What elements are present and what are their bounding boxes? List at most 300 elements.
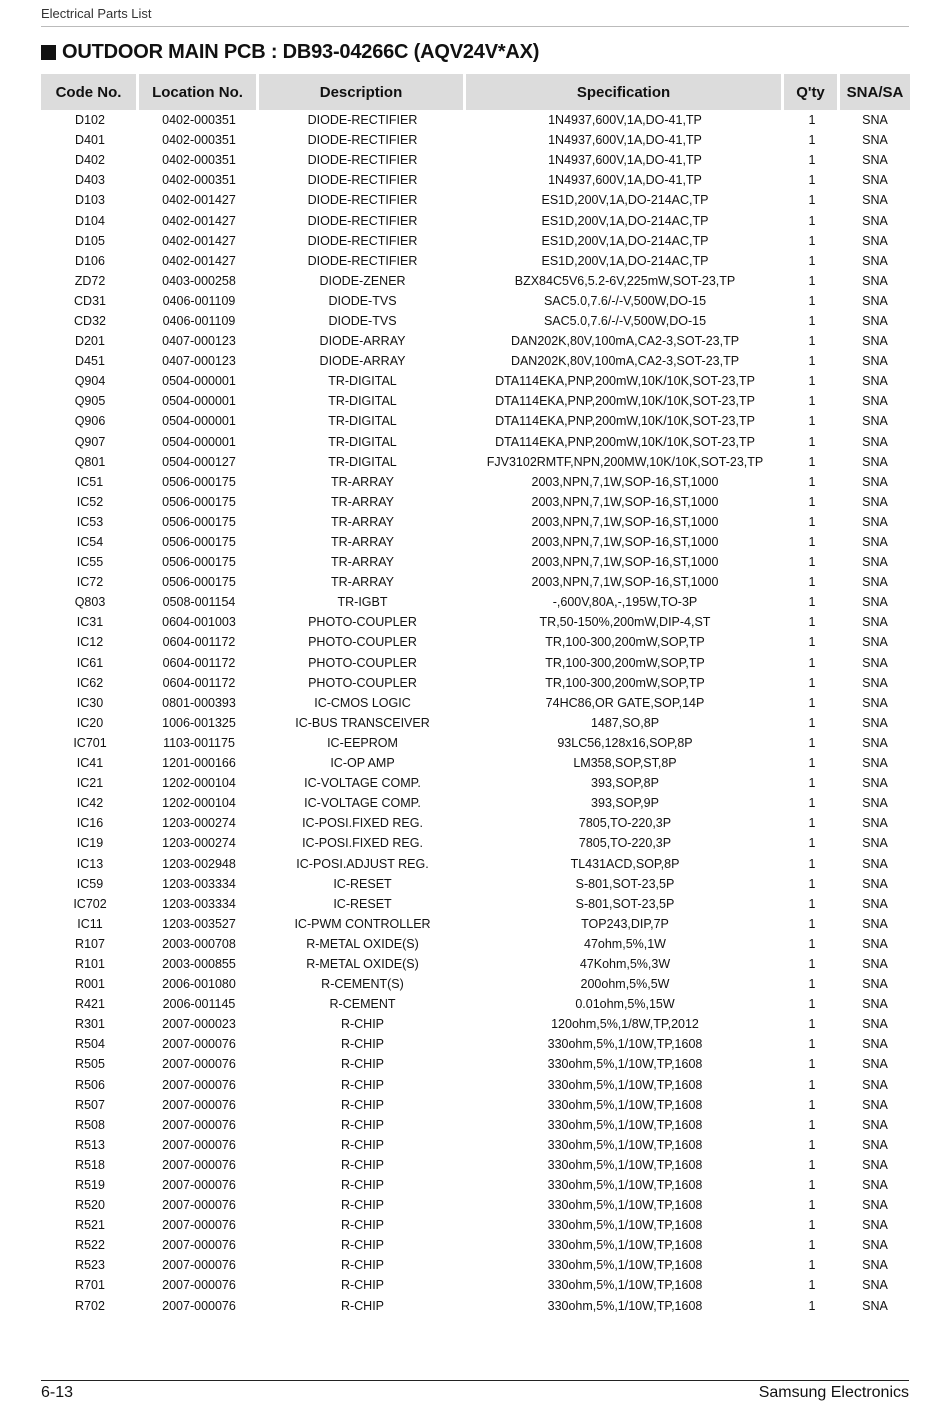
table-row — [41, 110, 910, 130]
table-row — [41, 331, 910, 351]
code-no-cell: IC59 — [76, 876, 104, 891]
code-no-cell: R506 — [75, 1077, 105, 1092]
location-no-cell: 0506-000175 — [162, 555, 236, 570]
description-cell: DIODE-RECTIFIER — [307, 113, 418, 128]
code-no-cell: IC72 — [76, 575, 104, 590]
table-row — [41, 1034, 910, 1054]
table-row — [41, 954, 910, 974]
code-no-cell: R522 — [75, 1238, 105, 1253]
sna-sa-cell: SNA — [862, 474, 888, 489]
table-row — [41, 552, 910, 572]
quantity-cell: 1 — [808, 394, 816, 409]
description-cell: IC-OP AMP — [330, 756, 395, 771]
sna-sa-cell: SNA — [862, 535, 888, 550]
quantity-cell: 1 — [808, 1218, 816, 1233]
table-row — [41, 1195, 910, 1215]
quantity-cell: 1 — [808, 816, 816, 831]
quantity-cell: 1 — [808, 555, 816, 570]
quantity-cell: 1 — [808, 133, 816, 148]
code-no-cell: R702 — [75, 1298, 105, 1313]
quantity-cell: 1 — [808, 1178, 816, 1193]
quantity-cell: 1 — [808, 273, 816, 288]
description-cell: IC-VOLTAGE COMP. — [304, 776, 421, 791]
quantity-cell: 1 — [808, 956, 816, 971]
quantity-cell: 1 — [808, 233, 816, 248]
table-row — [41, 512, 910, 532]
code-no-cell: R520 — [75, 1198, 105, 1213]
description-cell: R-CEMENT(S) — [321, 977, 404, 992]
location-no-cell: 2007-000076 — [162, 1137, 236, 1152]
table-row — [41, 311, 910, 331]
location-no-cell: 0604-001172 — [162, 635, 236, 650]
description-cell: DIODE-RECTIFIER — [307, 193, 418, 208]
specification-cell: 1N4937,600V,1A,DO-41,TP — [548, 173, 702, 188]
code-no-cell: IC11 — [77, 916, 103, 931]
quantity-cell: 1 — [808, 615, 816, 630]
location-no-cell: 0402-000351 — [162, 113, 236, 128]
specification-cell: 47Kohm,5%,3W — [579, 956, 671, 971]
location-no-cell: 2007-000023 — [162, 1017, 236, 1032]
location-no-cell: 1203-002948 — [162, 856, 236, 871]
quantity-cell: 1 — [808, 213, 816, 228]
table-row — [41, 432, 910, 452]
table-row — [41, 612, 910, 632]
code-no-cell: R523 — [75, 1258, 105, 1273]
table-row — [41, 351, 910, 371]
quantity-cell: 1 — [808, 655, 816, 670]
location-no-cell: 0801-000393 — [162, 695, 236, 710]
location-no-cell: 0506-000175 — [162, 575, 236, 590]
location-no-cell: 1103-001175 — [163, 735, 235, 750]
location-no-cell: 0604-001172 — [162, 655, 236, 670]
table-row — [41, 371, 910, 391]
quantity-cell: 1 — [808, 153, 816, 168]
sna-sa-cell: SNA — [862, 153, 888, 168]
quantity-cell: 1 — [808, 695, 816, 710]
location-no-cell: 0506-000175 — [162, 514, 236, 529]
location-no-cell: 1006-001325 — [162, 715, 236, 730]
description-cell: R-CHIP — [340, 1218, 385, 1233]
table-row — [41, 934, 910, 954]
specification-cell: 1N4937,600V,1A,DO-41,TP — [548, 153, 702, 168]
quantity-cell: 1 — [808, 354, 816, 369]
description-cell: DIODE-RECTIFIER — [307, 133, 418, 148]
location-no-cell: 0504-000001 — [162, 374, 236, 389]
sna-sa-cell: SNA — [862, 1218, 888, 1233]
table-row — [41, 1296, 910, 1316]
location-no-cell: 2003-000855 — [162, 956, 236, 971]
description-cell: IC-RESET — [333, 876, 392, 891]
description-cell: R-CEMENT — [329, 997, 396, 1012]
code-no-cell: R518 — [75, 1157, 105, 1172]
location-no-cell: 2007-000076 — [162, 1198, 236, 1213]
footer-divider — [41, 1380, 909, 1381]
location-no-cell: 2003-000708 — [162, 936, 236, 951]
specification-cell: DTA114EKA,PNP,200mW,10K/10K,SOT-23,TP — [495, 414, 755, 429]
column-header: Code No. — [41, 74, 139, 110]
quantity-cell: 1 — [808, 1097, 816, 1112]
table-row — [41, 190, 910, 210]
sna-sa-cell: SNA — [862, 1017, 888, 1032]
description-cell: TR-ARRAY — [331, 535, 394, 550]
description-cell: R-METAL OXIDE(S) — [306, 956, 419, 971]
code-no-cell: R521 — [75, 1218, 105, 1233]
column-header: Specification — [466, 74, 784, 110]
quantity-cell: 1 — [808, 414, 816, 429]
code-no-cell: Q907 — [74, 434, 106, 449]
quantity-cell: 1 — [808, 494, 816, 509]
description-cell: PHOTO-COUPLER — [308, 675, 417, 690]
code-no-cell: R701 — [75, 1278, 105, 1293]
specification-cell: 7805,TO-220,3P — [578, 816, 672, 831]
sna-sa-cell: SNA — [862, 997, 888, 1012]
specification-cell: 330ohm,5%,1/10W,TP,1608 — [547, 1117, 703, 1132]
quantity-cell: 1 — [808, 575, 816, 590]
quantity-cell: 1 — [808, 1298, 816, 1313]
running-header: Electrical Parts List — [41, 6, 152, 21]
location-no-cell: 0604-001172 — [162, 675, 236, 690]
quantity-cell: 1 — [808, 1278, 816, 1293]
sna-sa-cell: SNA — [862, 173, 888, 188]
table-row — [41, 994, 910, 1014]
table-row — [41, 793, 910, 813]
code-no-cell: D106 — [75, 253, 105, 268]
location-no-cell: 2007-000076 — [162, 1298, 236, 1313]
code-no-cell: D403 — [75, 173, 105, 188]
code-no-cell: D105 — [75, 233, 105, 248]
table-row — [41, 452, 910, 472]
description-cell: TR-IGBT — [337, 595, 388, 610]
description-cell: R-METAL OXIDE(S) — [306, 936, 419, 951]
table-row — [41, 693, 910, 713]
specification-cell: 2003,NPN,7,1W,SOP-16,ST,1000 — [531, 514, 719, 529]
sna-sa-cell: SNA — [862, 233, 888, 248]
code-no-cell: R421 — [75, 997, 105, 1012]
quantity-cell: 1 — [808, 776, 816, 791]
location-no-cell: 1203-003334 — [162, 896, 236, 911]
quantity-cell: 1 — [808, 595, 816, 610]
code-no-cell: D103 — [75, 193, 105, 208]
description-cell: IC-BUS TRANSCEIVER — [295, 715, 430, 730]
sna-sa-cell: SNA — [862, 133, 888, 148]
description-cell: R-CHIP — [340, 1238, 385, 1253]
sna-sa-cell: SNA — [862, 1157, 888, 1172]
sna-sa-cell: SNA — [862, 715, 888, 730]
location-no-cell: 0402-000351 — [162, 153, 236, 168]
quantity-cell: 1 — [808, 896, 816, 911]
sna-sa-cell: SNA — [862, 193, 888, 208]
table-row — [41, 1255, 910, 1275]
quantity-cell: 1 — [808, 454, 816, 469]
specification-cell: 74HC86,OR GATE,SOP,14P — [545, 695, 705, 710]
specification-cell: 330ohm,5%,1/10W,TP,1608 — [547, 1278, 703, 1293]
quantity-cell: 1 — [808, 936, 816, 951]
table-row — [41, 251, 910, 271]
quantity-cell: 1 — [808, 1017, 816, 1032]
location-no-cell: 2007-000076 — [162, 1117, 236, 1132]
table-row — [41, 1235, 910, 1255]
quantity-cell: 1 — [808, 796, 816, 811]
table-row — [41, 1215, 910, 1235]
specification-cell: 330ohm,5%,1/10W,TP,1608 — [547, 1137, 703, 1152]
description-cell: DIODE-RECTIFIER — [307, 173, 418, 188]
specification-cell: LM358,SOP,ST,8P — [573, 756, 677, 771]
description-cell: TR-ARRAY — [331, 555, 394, 570]
specification-cell: 330ohm,5%,1/10W,TP,1608 — [547, 1157, 703, 1172]
sna-sa-cell: SNA — [862, 293, 888, 308]
sna-sa-cell: SNA — [862, 374, 888, 389]
table-row — [41, 572, 910, 592]
description-cell: R-CHIP — [340, 1198, 385, 1213]
location-no-cell: 0506-000175 — [162, 535, 236, 550]
sna-sa-cell: SNA — [862, 956, 888, 971]
column-header: Description — [259, 74, 466, 110]
specification-cell: SAC5.0,7.6/-/-V,500W,DO-15 — [543, 293, 707, 308]
description-cell: TR-ARRAY — [331, 575, 394, 590]
specification-cell: 7805,TO-220,3P — [578, 836, 672, 851]
sna-sa-cell: SNA — [862, 796, 888, 811]
quantity-cell: 1 — [808, 193, 816, 208]
sna-sa-cell: SNA — [862, 977, 888, 992]
description-cell: R-CHIP — [340, 1117, 385, 1132]
specification-cell: 393,SOP,8P — [591, 776, 659, 791]
location-no-cell: 0402-001427 — [162, 213, 236, 228]
code-no-cell: R513 — [75, 1137, 105, 1152]
location-no-cell: 2007-000076 — [162, 1238, 236, 1253]
location-no-cell: 2007-000076 — [162, 1218, 236, 1233]
description-cell: DIODE-TVS — [328, 313, 397, 328]
specification-cell: 393,SOP,9P — [591, 796, 659, 811]
table-row — [41, 130, 910, 150]
table-row — [41, 231, 910, 251]
location-no-cell: 0407-000123 — [162, 354, 236, 369]
table-row — [41, 632, 910, 652]
column-header: Q'ty — [784, 74, 840, 110]
sna-sa-cell: SNA — [862, 876, 888, 891]
location-no-cell: 1202-000104 — [162, 776, 236, 791]
specification-cell: TR,100-300,200mW,SOP,TP — [545, 635, 705, 650]
sna-sa-cell: SNA — [862, 313, 888, 328]
quantity-cell: 1 — [808, 1137, 816, 1152]
location-no-cell: 0402-000351 — [162, 173, 236, 188]
specification-cell: FJV3102RMTF,NPN,200MW,10K/10K,SOT-23,TP — [486, 454, 764, 469]
description-cell: R-CHIP — [340, 1278, 385, 1293]
sna-sa-cell: SNA — [862, 394, 888, 409]
location-no-cell: 0407-000123 — [162, 334, 236, 349]
specification-cell: 1487,SO,8P — [590, 715, 660, 730]
sna-sa-cell: SNA — [862, 695, 888, 710]
quantity-cell: 1 — [808, 374, 816, 389]
description-cell: IC-CMOS LOGIC — [314, 695, 411, 710]
code-no-cell: IC62 — [76, 675, 104, 690]
sna-sa-cell: SNA — [862, 213, 888, 228]
table-row — [41, 1054, 910, 1074]
sna-sa-cell: SNA — [862, 1238, 888, 1253]
specification-cell: 120ohm,5%,1/8W,TP,2012 — [551, 1017, 699, 1032]
location-no-cell: 0402-001427 — [162, 233, 236, 248]
specification-cell: ES1D,200V,1A,DO-214AC,TP — [541, 193, 709, 208]
quantity-cell: 1 — [808, 1037, 816, 1052]
specification-cell: 200ohm,5%,5W — [580, 977, 670, 992]
parts-table — [41, 74, 910, 1316]
location-no-cell: 2007-000076 — [162, 1057, 236, 1072]
specification-cell: BZX84C5V6,5.2-6V,225mW,SOT-23,TP — [514, 273, 736, 288]
sna-sa-cell: SNA — [862, 1258, 888, 1273]
table-row — [41, 170, 910, 190]
location-no-cell: 2006-001145 — [162, 997, 236, 1012]
code-no-cell: IC61 — [76, 655, 104, 670]
location-no-cell: 0504-000127 — [162, 454, 236, 469]
quantity-cell: 1 — [808, 876, 816, 891]
parts-table-body — [41, 110, 910, 1316]
code-no-cell: R505 — [75, 1057, 105, 1072]
sna-sa-cell: SNA — [862, 434, 888, 449]
code-no-cell: Q904 — [74, 374, 106, 389]
location-no-cell: 0504-000001 — [162, 414, 236, 429]
description-cell: TR-DIGITAL — [328, 374, 397, 389]
specification-cell: 2003,NPN,7,1W,SOP-16,ST,1000 — [531, 535, 719, 550]
table-row — [41, 291, 910, 311]
code-no-cell: IC16 — [76, 816, 104, 831]
code-no-cell: D402 — [75, 153, 105, 168]
description-cell: R-CHIP — [340, 1057, 385, 1072]
specification-cell: S-801,SOT-23,5P — [575, 896, 675, 911]
description-cell: DIODE-ZENER — [319, 273, 406, 288]
location-no-cell: 2007-000076 — [162, 1097, 236, 1112]
sna-sa-cell: SNA — [862, 816, 888, 831]
specification-cell: DAN202K,80V,100mA,CA2-3,SOT-23,TP — [510, 354, 740, 369]
sna-sa-cell: SNA — [862, 635, 888, 650]
table-row — [41, 492, 910, 512]
description-cell: R-CHIP — [340, 1258, 385, 1273]
description-cell: IC-POSI.ADJUST REG. — [296, 856, 429, 871]
quantity-cell: 1 — [808, 173, 816, 188]
code-no-cell: IC20 — [76, 715, 104, 730]
description-cell: DIODE-RECTIFIER — [307, 253, 418, 268]
specification-cell: 330ohm,5%,1/10W,TP,1608 — [547, 1218, 703, 1233]
table-row — [41, 874, 910, 894]
code-no-cell: R107 — [75, 936, 105, 951]
table-row — [41, 894, 910, 914]
sna-sa-cell: SNA — [862, 1198, 888, 1213]
sna-sa-cell: SNA — [862, 1117, 888, 1132]
specification-cell: 93LC56,128x16,SOP,8P — [557, 735, 693, 750]
code-no-cell: R507 — [75, 1097, 105, 1112]
sna-sa-cell: SNA — [862, 756, 888, 771]
location-no-cell: 0506-000175 — [162, 494, 236, 509]
sna-sa-cell: SNA — [862, 735, 888, 750]
specification-cell: TR,100-300,200mW,SOP,TP — [545, 675, 705, 690]
sna-sa-cell: SNA — [862, 253, 888, 268]
location-no-cell: 1201-000166 — [162, 756, 236, 771]
description-cell: R-CHIP — [340, 1298, 385, 1313]
specification-cell: 47ohm,5%,1W — [584, 936, 666, 951]
code-no-cell: Q905 — [74, 394, 106, 409]
specification-cell: 330ohm,5%,1/10W,TP,1608 — [547, 1258, 703, 1273]
description-cell: R-CHIP — [340, 1137, 385, 1152]
code-no-cell: ZD72 — [74, 273, 106, 288]
code-no-cell: IC41 — [76, 756, 104, 771]
code-no-cell: D102 — [75, 113, 105, 128]
specification-cell: DAN202K,80V,100mA,CA2-3,SOT-23,TP — [510, 334, 740, 349]
quantity-cell: 1 — [808, 977, 816, 992]
table-row — [41, 532, 910, 552]
table-row — [41, 914, 910, 934]
quantity-cell: 1 — [808, 715, 816, 730]
sna-sa-cell: SNA — [862, 1178, 888, 1193]
code-no-cell: IC55 — [76, 555, 104, 570]
sna-sa-cell: SNA — [862, 1057, 888, 1072]
code-no-cell: D451 — [75, 354, 105, 369]
description-cell: TR-ARRAY — [331, 494, 394, 509]
table-row — [41, 974, 910, 994]
specification-cell: TR,100-300,200mW,SOP,TP — [545, 655, 705, 670]
specification-cell: 330ohm,5%,1/10W,TP,1608 — [547, 1198, 703, 1213]
table-row — [41, 653, 910, 673]
sna-sa-cell: SNA — [862, 1097, 888, 1112]
description-cell: TR-DIGITAL — [328, 434, 397, 449]
section-title-text: OUTDOOR MAIN PCB : DB93-04266C (AQV24V*AX) — [62, 41, 540, 63]
table-row — [41, 833, 910, 853]
specification-cell: DTA114EKA,PNP,200mW,10K/10K,SOT-23,TP — [495, 434, 755, 449]
sna-sa-cell: SNA — [862, 936, 888, 951]
table-row — [41, 773, 910, 793]
code-no-cell: IC42 — [76, 796, 104, 811]
section-title — [41, 41, 539, 64]
sna-sa-cell: SNA — [862, 595, 888, 610]
quantity-cell: 1 — [808, 253, 816, 268]
table-row — [41, 391, 910, 411]
location-no-cell: 0406-001109 — [162, 293, 236, 308]
sna-sa-cell: SNA — [862, 655, 888, 670]
code-no-cell: IC54 — [76, 535, 104, 550]
location-no-cell: 2007-000076 — [162, 1278, 236, 1293]
location-no-cell: 0508-001154 — [162, 595, 236, 610]
description-cell: IC-POSI.FIXED REG. — [302, 836, 423, 851]
specification-cell: -,600V,80A,-,195W,TO-3P — [552, 595, 698, 610]
table-row — [41, 733, 910, 753]
quantity-cell: 1 — [808, 635, 816, 650]
location-no-cell: 0504-000001 — [162, 394, 236, 409]
description-cell: R-CHIP — [340, 1077, 385, 1092]
location-no-cell: 0402-001427 — [162, 193, 236, 208]
code-no-cell: IC52 — [76, 494, 104, 509]
code-no-cell: R001 — [75, 977, 105, 992]
table-row — [41, 1115, 910, 1135]
column-header: Location No. — [139, 74, 259, 110]
sna-sa-cell: SNA — [862, 675, 888, 690]
sna-sa-cell: SNA — [862, 575, 888, 590]
code-no-cell: IC13 — [76, 856, 104, 871]
specification-cell: 2003,NPN,7,1W,SOP-16,ST,1000 — [531, 474, 719, 489]
code-no-cell: CD31 — [74, 293, 106, 308]
quantity-cell: 1 — [808, 916, 816, 931]
sna-sa-cell: SNA — [862, 454, 888, 469]
quantity-cell: 1 — [808, 675, 816, 690]
description-cell: R-CHIP — [340, 1157, 385, 1172]
sna-sa-cell: SNA — [862, 1278, 888, 1293]
description-cell: DIODE-ARRAY — [319, 354, 406, 369]
code-no-cell: R101 — [75, 956, 105, 971]
code-no-cell: IC53 — [76, 514, 104, 529]
table-row — [41, 271, 910, 291]
sna-sa-cell: SNA — [862, 414, 888, 429]
description-cell: TR-DIGITAL — [328, 414, 397, 429]
table-row — [41, 673, 910, 693]
description-cell: IC-EEPROM — [327, 735, 398, 750]
table-row — [41, 1075, 910, 1095]
sna-sa-cell: SNA — [862, 615, 888, 630]
